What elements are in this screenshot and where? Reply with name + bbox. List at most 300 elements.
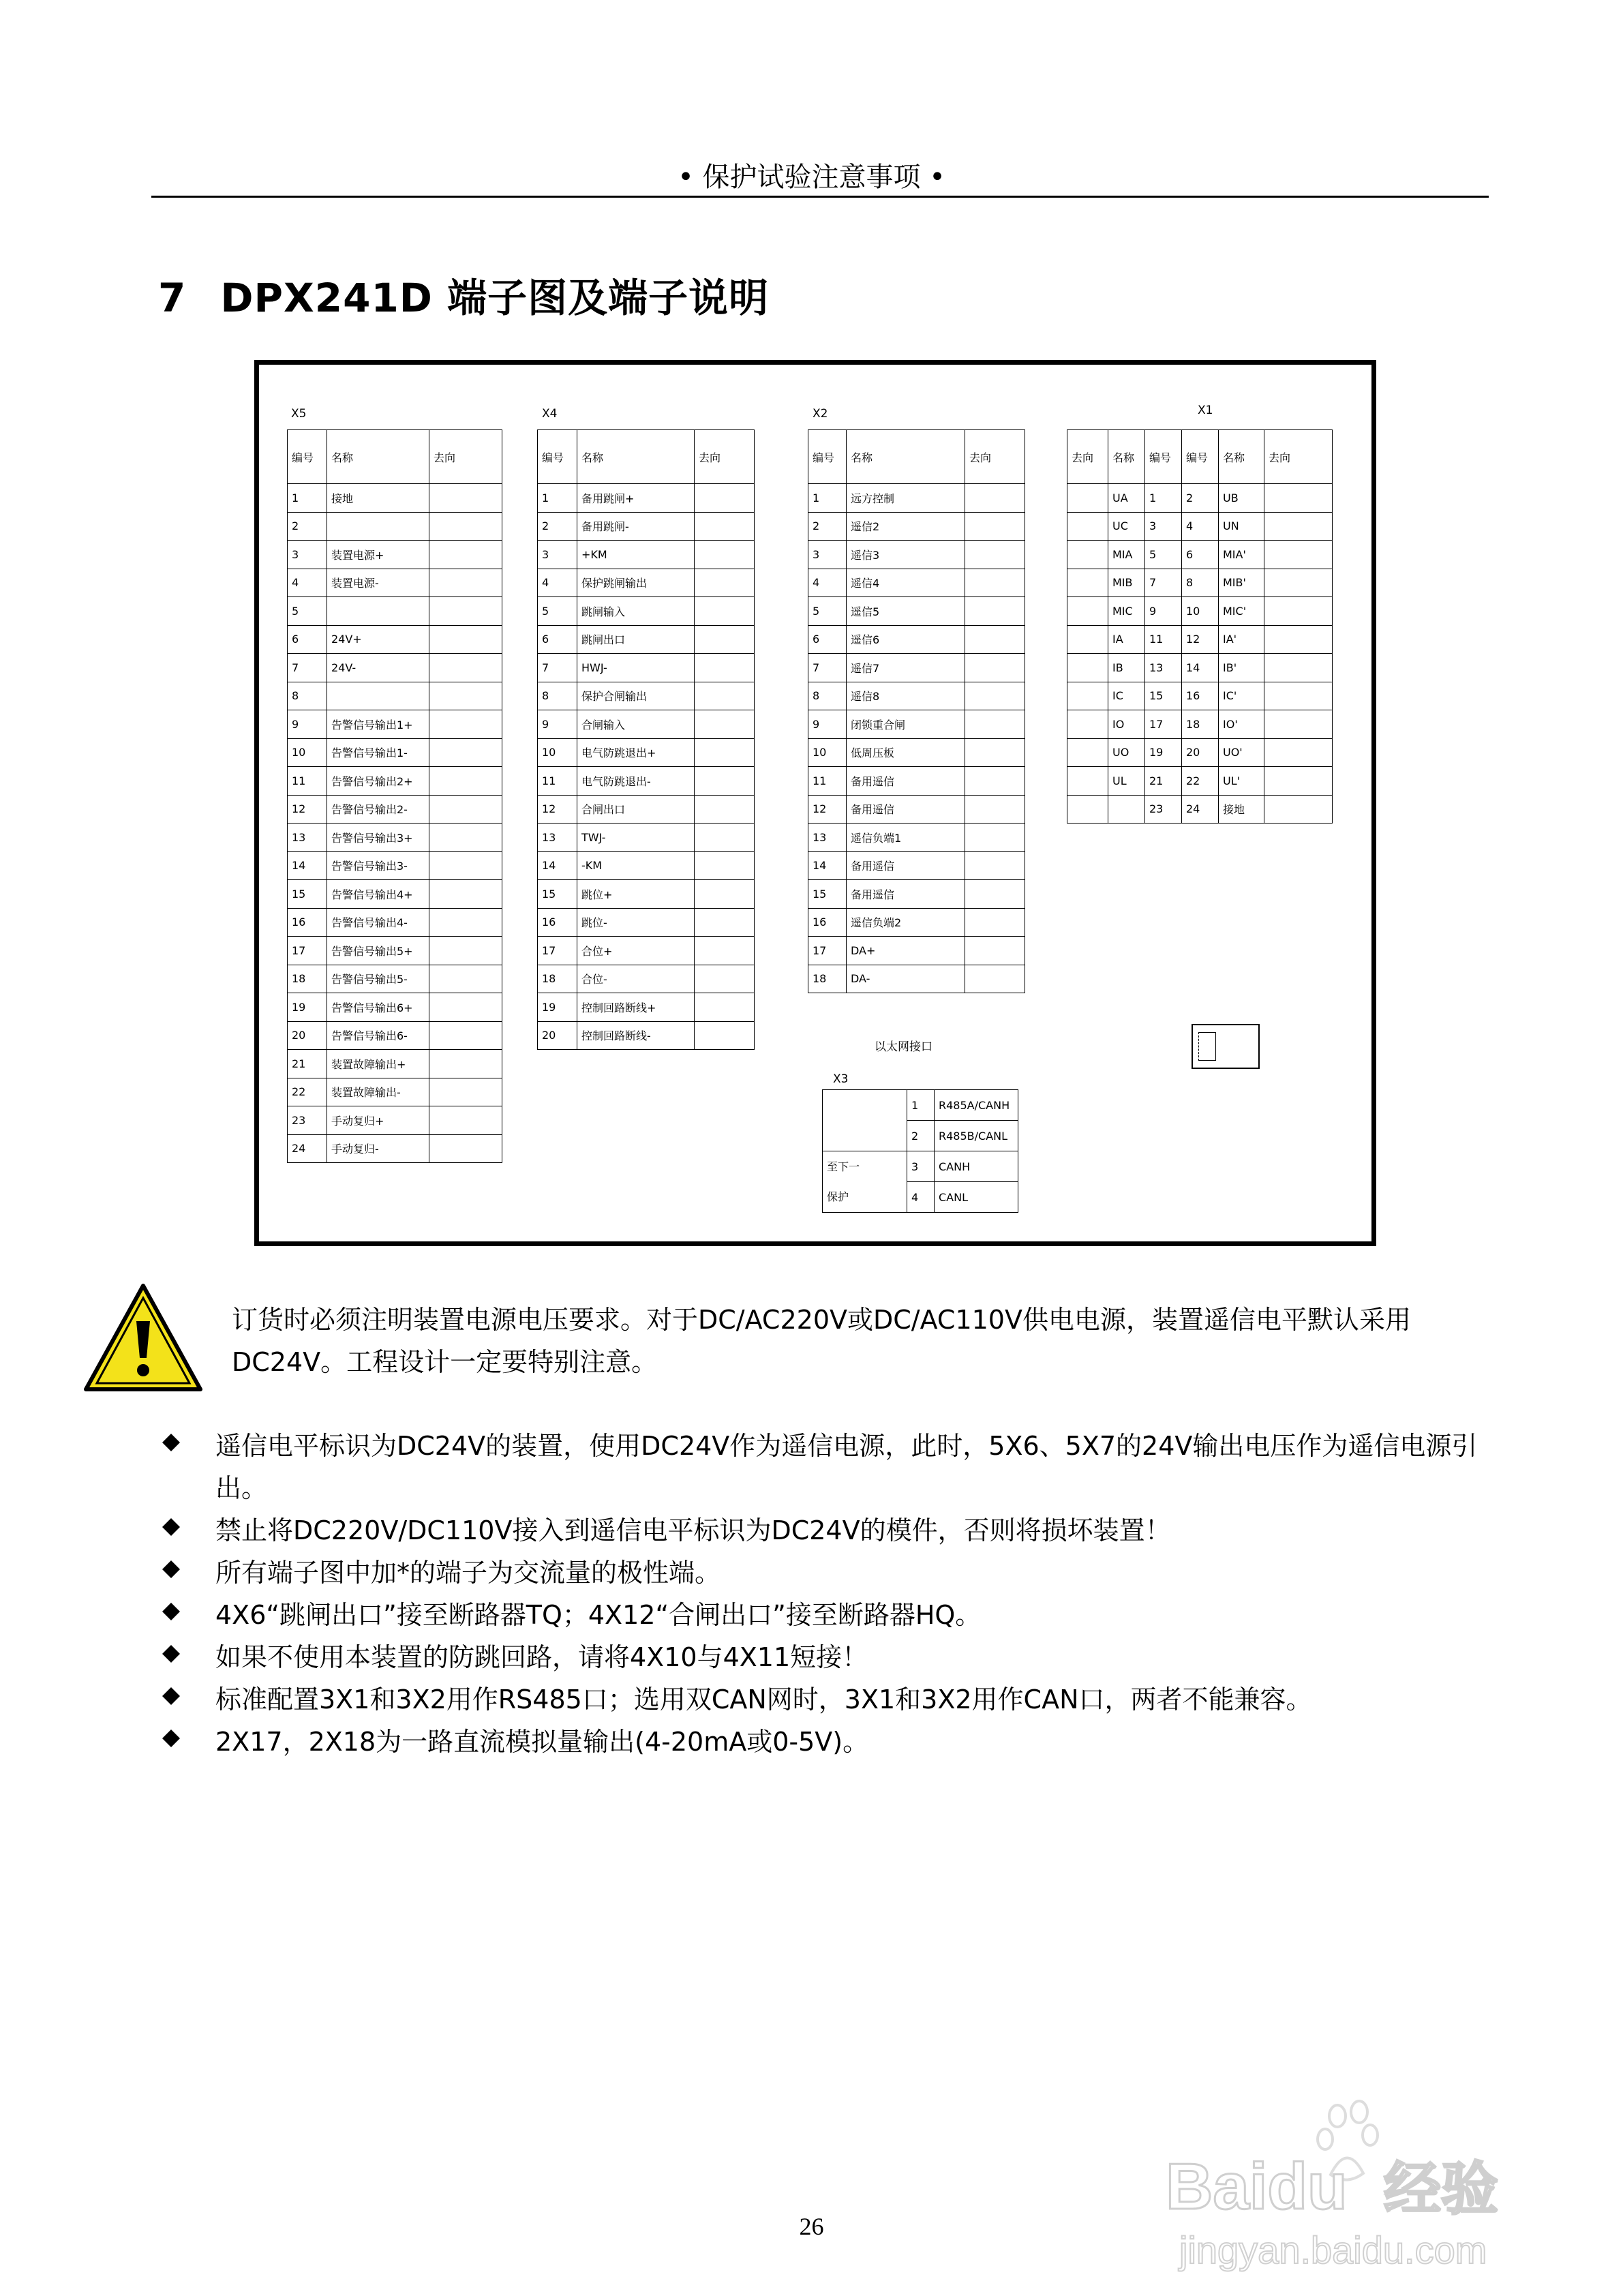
table-row: [808, 682, 1025, 710]
table-row: [288, 1021, 502, 1050]
table-cell: 7: [538, 654, 577, 682]
table-cell: 5: [538, 597, 577, 626]
table-cell: [695, 569, 755, 597]
terminal-diagram: [254, 360, 1376, 1246]
table-row: [1067, 654, 1333, 682]
table-cell: [429, 710, 502, 739]
table-cell: DA+: [847, 937, 965, 965]
table-cell: IB': [1219, 654, 1264, 682]
table-cell: [823, 1090, 907, 1151]
table-cell: [429, 1078, 502, 1106]
note-text: 标准配置3X1和3X2用作RS485口；选用双CAN网时，3X1和3X2用作CAN口，两者不能兼容。: [215, 1685, 1312, 1715]
table-row: [288, 682, 502, 710]
table-cell: [429, 965, 502, 993]
table-cell: 装置故障输出+: [327, 1050, 429, 1078]
x3-group-label-line2: 保护: [827, 1190, 849, 1203]
table-cell: UB: [1219, 484, 1264, 513]
table-cell: 1: [288, 484, 327, 513]
table-row: [808, 484, 1025, 513]
table-cell: 8: [288, 682, 327, 710]
x3-label: X3: [833, 1072, 849, 1086]
column-header: 去向: [1067, 430, 1108, 484]
table-cell: MIB': [1219, 569, 1264, 597]
table-cell: DA-: [847, 965, 965, 993]
table-cell: 19: [1145, 738, 1182, 767]
table-cell: 4: [288, 569, 327, 597]
table-cell: [1264, 541, 1333, 569]
table-header-row: [538, 430, 755, 484]
table-row: [808, 512, 1025, 541]
table-cell: [429, 993, 502, 1022]
table-cell: 7: [288, 654, 327, 682]
table-cell: 4: [1182, 512, 1219, 541]
column-header: 名称: [1219, 430, 1264, 484]
diamond-bullet-icon: [162, 1518, 180, 1536]
table-cell: 告警信号输出1+: [327, 710, 429, 739]
table-row: [538, 710, 755, 739]
table-row: [808, 851, 1025, 880]
table-cell: [1067, 654, 1108, 682]
diamond-bullet-icon: [162, 1729, 180, 1747]
table-cell: 告警信号输出6+: [327, 993, 429, 1022]
table-cell: 6: [1182, 541, 1219, 569]
table-cell: 告警信号输出5+: [327, 937, 429, 965]
x2-terminal-table: [808, 429, 1025, 993]
table-cell: [965, 625, 1025, 654]
table-row: [288, 654, 502, 682]
table-row: [538, 682, 755, 710]
list-item: [162, 1678, 1491, 1721]
table-cell: [1264, 795, 1333, 824]
table-header-row: [1067, 430, 1333, 484]
table-cell: 3: [538, 541, 577, 569]
note-text: 遥信电平标识为DC24V的装置，使用DC24V作为遥信电源，此时，5X6、5X7的24V输出电压作为遥信电源引出。: [215, 1431, 1478, 1503]
table-cell: 1: [538, 484, 577, 513]
table-cell: 2: [808, 512, 847, 541]
table-cell: [695, 795, 755, 824]
table-row: [288, 569, 502, 597]
table-cell: [695, 767, 755, 796]
table-cell: 14: [538, 851, 577, 880]
table-cell: 14: [808, 851, 847, 880]
table-row: [808, 738, 1025, 767]
table-cell: 告警信号输出6-: [327, 1021, 429, 1050]
ethernet-label: 以太网接口: [875, 1040, 932, 1054]
table-row: [538, 908, 755, 937]
table-row: [288, 1078, 502, 1106]
table-row: [538, 824, 755, 852]
x1-label: X1: [1198, 404, 1213, 417]
table-cell: [429, 512, 502, 541]
table-cell: [1067, 710, 1108, 739]
table-row: [288, 937, 502, 965]
table-cell: [1067, 795, 1108, 824]
table-cell: 17: [808, 937, 847, 965]
table-cell: [965, 541, 1025, 569]
table-cell: 遥信3: [847, 541, 965, 569]
table-cell: 9: [808, 710, 847, 739]
table-cell: 24V-: [327, 654, 429, 682]
table-row: [1067, 767, 1333, 796]
table-row: [1067, 512, 1333, 541]
table-row: [538, 993, 755, 1022]
table-cell: [965, 682, 1025, 710]
table-cell: 合位-: [577, 965, 695, 993]
table-row: [808, 625, 1025, 654]
table-cell: 24: [1182, 795, 1219, 824]
table-cell: 12: [538, 795, 577, 824]
table-cell: [429, 654, 502, 682]
table-cell: 16: [808, 908, 847, 937]
table-cell: R485A/CANH: [935, 1090, 1018, 1121]
table-row: [288, 484, 502, 513]
table-cell: 17: [288, 937, 327, 965]
x2-label: X2: [813, 407, 828, 421]
table-cell: 低周压板: [847, 738, 965, 767]
table-cell: [1067, 625, 1108, 654]
list-item: [162, 1594, 1491, 1636]
table-cell: UO': [1219, 738, 1264, 767]
table-cell: 遥信负端1: [847, 824, 965, 852]
table-cell: [965, 795, 1025, 824]
baidu-jingyan-watermark: [1159, 2100, 1554, 2284]
table-row: [538, 880, 755, 909]
table-cell: [695, 654, 755, 682]
section-title-text: DPX241D 端子图及端子说明: [220, 275, 770, 321]
table-cell: [695, 484, 755, 513]
column-header: 名称: [847, 430, 965, 484]
table-cell: 接地: [327, 484, 429, 513]
running-header: • 保护试验注意事项 •: [678, 162, 945, 193]
table-cell: 装置故障输出-: [327, 1078, 429, 1106]
table-cell: IA: [1108, 625, 1145, 654]
table-cell: 备用遥信: [847, 767, 965, 796]
table-row: [538, 795, 755, 824]
column-header: 编号: [288, 430, 327, 484]
table-cell: 19: [538, 993, 577, 1022]
table-row: [288, 965, 502, 993]
table-cell: 合闸出口: [577, 795, 695, 824]
table-cell: IC: [1108, 682, 1145, 710]
list-item: [162, 1509, 1491, 1552]
table-cell: 1: [907, 1090, 935, 1121]
table-header-row: [288, 430, 502, 484]
table-cell: [695, 682, 755, 710]
table-cell: 23: [288, 1106, 327, 1135]
table-cell: 15: [808, 880, 847, 909]
table-cell: [965, 654, 1025, 682]
column-header: 名称: [1108, 430, 1145, 484]
table-cell: 21: [288, 1050, 327, 1078]
section-number: 7: [158, 275, 187, 321]
column-header: 编号: [808, 430, 847, 484]
table-cell: [965, 965, 1025, 993]
table-cell: 备用跳闸+: [577, 484, 695, 513]
table-cell: 1: [1145, 484, 1182, 513]
table-cell: 15: [538, 880, 577, 909]
table-cell: CANL: [935, 1182, 1018, 1213]
table-cell: [429, 937, 502, 965]
table-cell: MIC: [1108, 597, 1145, 626]
table-row: [538, 654, 755, 682]
warning-triangle-icon: [82, 1282, 204, 1394]
table-cell: 电气防跳退出+: [577, 738, 695, 767]
table-cell: 控制回路断线+: [577, 993, 695, 1022]
table-cell: 跳位+: [577, 880, 695, 909]
table-row: [538, 541, 755, 569]
column-header: 名称: [577, 430, 695, 484]
diamond-bullet-icon: [162, 1434, 180, 1451]
table-cell: [429, 738, 502, 767]
table-cell: 告警信号输出5-: [327, 965, 429, 993]
table-cell: 装置电源+: [327, 541, 429, 569]
table-row: [808, 824, 1025, 852]
table-cell: [429, 880, 502, 909]
table-cell: 10: [1182, 597, 1219, 626]
table-row: [1067, 738, 1333, 767]
table-cell: 跳闸输入: [577, 597, 695, 626]
table-row: [288, 993, 502, 1022]
x3-terminal-table: [822, 1089, 1018, 1213]
x5-terminal-table: [287, 429, 502, 1163]
table-cell: [1067, 738, 1108, 767]
table-row: [288, 824, 502, 852]
x1-terminal-table: [1067, 429, 1333, 824]
table-row: [288, 597, 502, 626]
table-cell: [429, 541, 502, 569]
table-cell: 5: [808, 597, 847, 626]
table-cell: [1067, 597, 1108, 626]
table-cell: 21: [1145, 767, 1182, 796]
table-cell: 备用跳闸-: [577, 512, 695, 541]
table-cell: 23: [1145, 795, 1182, 824]
table-cell: [965, 767, 1025, 796]
table-cell: 13: [1145, 654, 1182, 682]
column-header: 去向: [1264, 430, 1333, 484]
table-cell: UL: [1108, 767, 1145, 796]
table-cell: [429, 795, 502, 824]
table-cell: 9: [538, 710, 577, 739]
table-cell: R485B/CANL: [935, 1121, 1018, 1151]
table-cell: [1264, 597, 1333, 626]
table-cell: TWJ-: [577, 824, 695, 852]
ethernet-port-icon: [1192, 1024, 1260, 1069]
table-cell: [965, 880, 1025, 909]
table-cell: [695, 597, 755, 626]
table-cell: [695, 880, 755, 909]
table-cell: 16: [288, 908, 327, 937]
table-row: [538, 625, 755, 654]
table-cell: 17: [1145, 710, 1182, 739]
table-cell: 9: [1145, 597, 1182, 626]
table-cell: 2: [288, 512, 327, 541]
table-cell: 告警信号输出1-: [327, 738, 429, 767]
diamond-bullet-icon: [162, 1560, 180, 1578]
table-cell: [695, 738, 755, 767]
x3-group-label-line1: 至下一: [827, 1160, 860, 1173]
table-row: [1067, 569, 1333, 597]
table-cell: 14: [1182, 654, 1219, 682]
table-cell: 6: [288, 625, 327, 654]
list-item: [162, 1721, 1491, 1763]
note-text: 如果不使用本装置的防跳回路，请将4X10与4X11短接！: [215, 1642, 868, 1672]
table-cell: [1264, 738, 1333, 767]
note-text: 2X17，2X18为一路直流模拟量输出(4-20mA或0-5V)。: [215, 1727, 869, 1757]
table-cell: 手动复归-: [327, 1134, 429, 1163]
table-cell: [965, 569, 1025, 597]
table-cell: 3: [1145, 512, 1182, 541]
table-cell: [429, 824, 502, 852]
table-cell: MIB: [1108, 569, 1145, 597]
table-cell: 15: [1145, 682, 1182, 710]
diamond-bullet-icon: [162, 1645, 180, 1663]
table-cell: 11: [288, 767, 327, 796]
table-cell: 12: [808, 795, 847, 824]
table-row: [823, 1151, 1018, 1182]
notes-list: [162, 1425, 1491, 1763]
table-cell: [965, 710, 1025, 739]
table-cell: 跳闸出口: [577, 625, 695, 654]
table-cell: 5: [1145, 541, 1182, 569]
table-cell: CANH: [935, 1151, 1018, 1182]
column-header: 编号: [1145, 430, 1182, 484]
table-row: [1067, 597, 1333, 626]
table-cell: IC': [1219, 682, 1264, 710]
column-header: 去向: [429, 430, 502, 484]
table-cell: 2: [907, 1121, 935, 1151]
table-cell: [429, 908, 502, 937]
table-cell: [1264, 654, 1333, 682]
table-row: [808, 908, 1025, 937]
table-cell: [429, 597, 502, 626]
table-row: [1067, 682, 1333, 710]
table-cell: [965, 851, 1025, 880]
section-title: [158, 266, 769, 323]
table-cell: 7: [1145, 569, 1182, 597]
table-cell: 20: [538, 1021, 577, 1050]
table-cell: [1067, 682, 1108, 710]
table-cell: [695, 512, 755, 541]
table-cell: 4: [538, 569, 577, 597]
table-row: [288, 1050, 502, 1078]
table-row: [288, 767, 502, 796]
column-header: 去向: [695, 430, 755, 484]
table-cell: [327, 597, 429, 626]
table-cell: 6: [538, 625, 577, 654]
table-cell: 2: [1182, 484, 1219, 513]
table-cell: [1108, 795, 1145, 824]
table-cell: 13: [288, 824, 327, 852]
table-row: [538, 512, 755, 541]
table-row: [808, 569, 1025, 597]
table-cell: 20: [288, 1021, 327, 1050]
table-cell: 远方控制: [847, 484, 965, 513]
table-cell: 告警信号输出4+: [327, 880, 429, 909]
table-cell: [327, 512, 429, 541]
table-cell: UA: [1108, 484, 1145, 513]
table-cell: 2: [538, 512, 577, 541]
table-cell: [1264, 569, 1333, 597]
table-cell: [965, 937, 1025, 965]
table-cell: 8: [1182, 569, 1219, 597]
table-cell: 24V+: [327, 625, 429, 654]
svg-text:Baidu: Baidu: [1166, 2150, 1348, 2223]
table-cell: [327, 682, 429, 710]
table-row: [538, 597, 755, 626]
table-cell: 遥信8: [847, 682, 965, 710]
table-row: [538, 569, 755, 597]
table-row: [538, 937, 755, 965]
table-row: [808, 795, 1025, 824]
table-row: [288, 851, 502, 880]
table-cell: 5: [288, 597, 327, 626]
table-row: [288, 908, 502, 937]
table-cell: 22: [288, 1078, 327, 1106]
svg-text:jingyan.baidu.com: jingyan.baidu.com: [1179, 2229, 1487, 2271]
table-cell: MIA: [1108, 541, 1145, 569]
table-cell: [695, 851, 755, 880]
table-cell: [429, 1050, 502, 1078]
table-cell: [1067, 767, 1108, 796]
warning-text: 订货时必须注明装置电源电压要求。对于DC/AC220V或DC/AC110V供电电源，装置遥信电平默认采用DC24V。工程设计一定要特别注意。: [232, 1305, 1411, 1377]
table-cell: [695, 937, 755, 965]
table-cell: [695, 824, 755, 852]
table-cell: 11: [538, 767, 577, 796]
table-row: [1067, 625, 1333, 654]
table-cell: +KM: [577, 541, 695, 569]
table-cell: [429, 682, 502, 710]
table-header-row: [808, 430, 1025, 484]
table-cell: 跳位-: [577, 908, 695, 937]
table-cell: 18: [808, 965, 847, 993]
table-row: [538, 738, 755, 767]
column-header: 去向: [965, 430, 1025, 484]
table-cell: 告警信号输出2+: [327, 767, 429, 796]
table-cell: 17: [538, 937, 577, 965]
table-cell: 遥信2: [847, 512, 965, 541]
table-cell: 11: [808, 767, 847, 796]
table-cell: [1067, 484, 1108, 513]
table-row: [823, 1090, 1018, 1121]
table-cell: 闭锁重合闸: [847, 710, 965, 739]
list-item: [162, 1425, 1491, 1509]
table-cell: 10: [288, 738, 327, 767]
table-cell: [1067, 569, 1108, 597]
table-cell: 19: [288, 993, 327, 1022]
table-cell: 18: [538, 965, 577, 993]
table-cell: [1264, 767, 1333, 796]
table-cell: 接地: [1219, 795, 1264, 824]
table-cell: UL': [1219, 767, 1264, 796]
table-row: [288, 1134, 502, 1163]
table-row: [538, 965, 755, 993]
table-cell: MIA': [1219, 541, 1264, 569]
table-cell: [965, 597, 1025, 626]
header-rule: [151, 196, 1489, 198]
table-cell: 合位+: [577, 937, 695, 965]
table-row: [538, 767, 755, 796]
table-cell: [695, 625, 755, 654]
table-cell: 22: [1182, 767, 1219, 796]
table-cell: [695, 1021, 755, 1050]
table-cell: 3: [907, 1151, 935, 1182]
table-cell: [429, 484, 502, 513]
table-cell: [965, 908, 1025, 937]
table-row: [288, 795, 502, 824]
table-row: [288, 880, 502, 909]
table-cell: 6: [808, 625, 847, 654]
table-cell: 备用遥信: [847, 795, 965, 824]
